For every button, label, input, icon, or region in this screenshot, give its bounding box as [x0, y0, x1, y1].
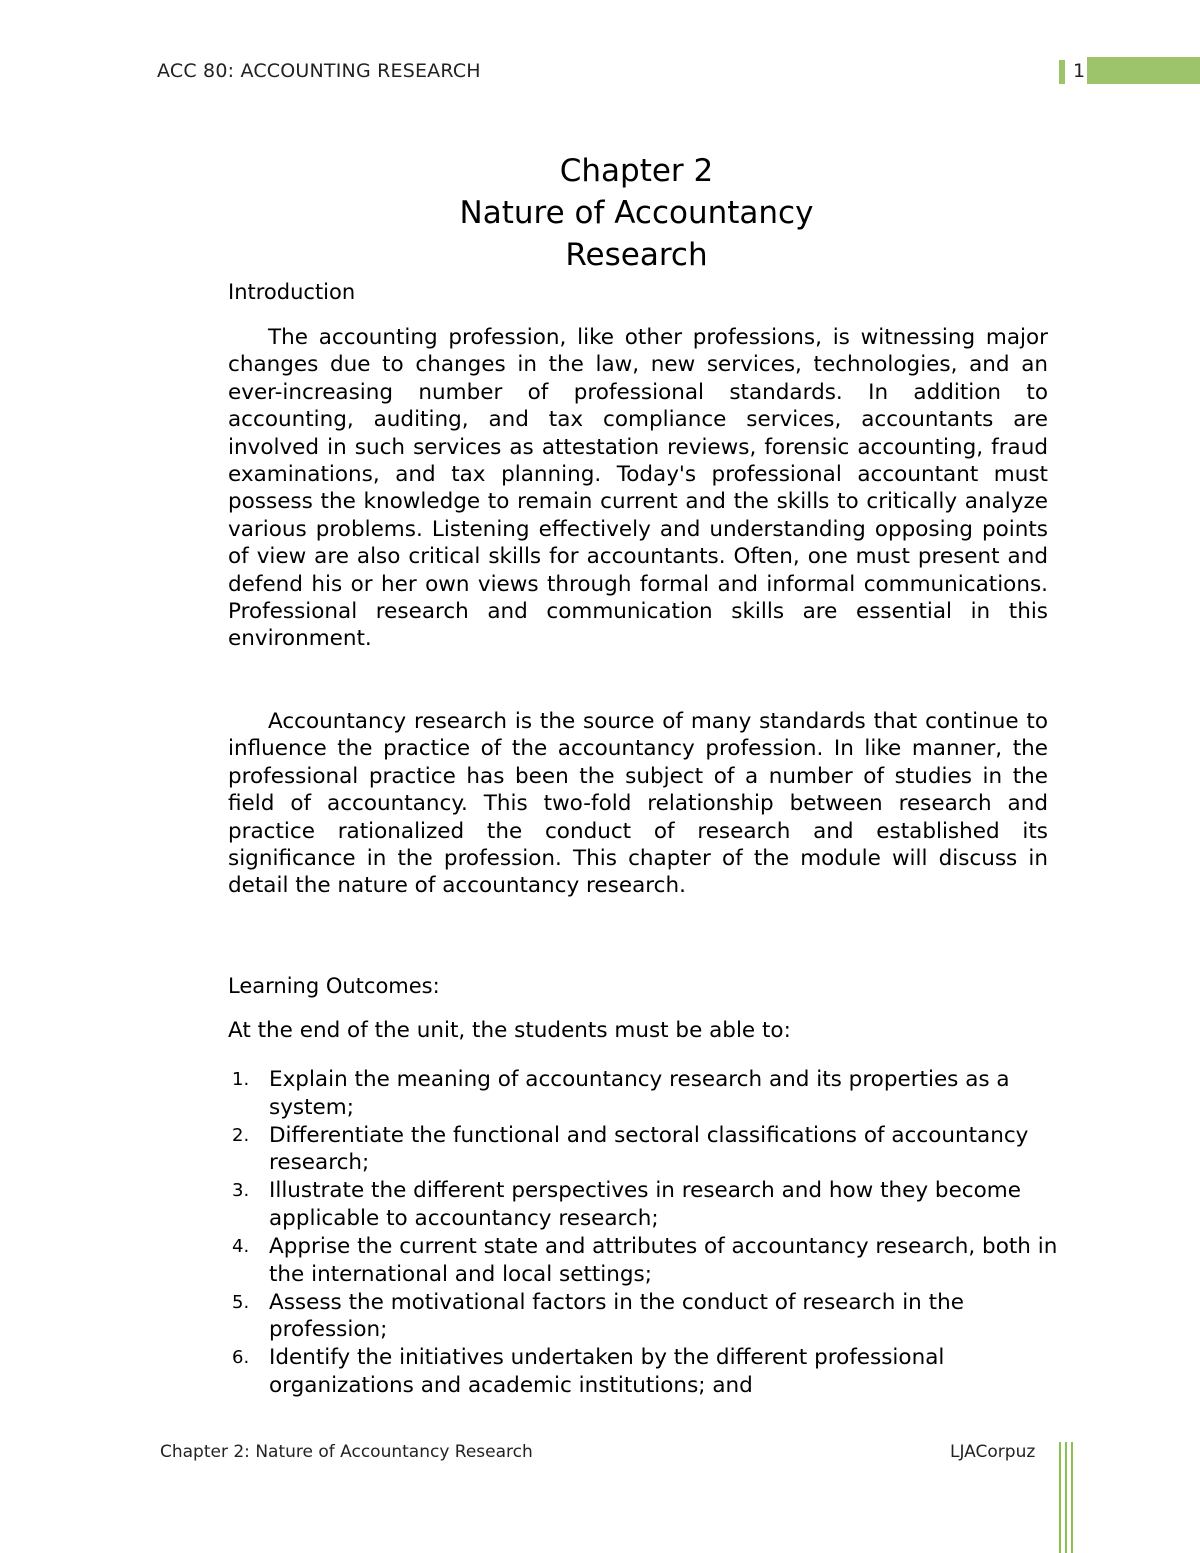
- footer-rule-line: [1071, 1442, 1073, 1553]
- introduction-paragraph-2: Accountancy research is the source of many standards that continue to influence the practice of the accountancy profession. In like manner, the professional practice has been the subject of a number of studies in the field of accountancy. This two-fold relationship between research and practice rationalized the conduct of research and established its significance in the profession. This chapter of the module will discuss in detail the nature of accountancy research.: [228, 709, 1048, 899]
- chapter-title-line-2: Nature of Accountancy: [459, 195, 814, 231]
- header-accent-block: [1059, 60, 1065, 84]
- list-item-text: Differentiate the functional and sectoral classifications of accountancy research;: [269, 1122, 1029, 1176]
- footer-chapter-label: Chapter 2: Nature of Accountancy Research: [160, 1442, 533, 1462]
- list-item-number: 6.: [232, 1347, 250, 1369]
- list-item-number: 4.: [232, 1236, 250, 1258]
- chapter-title-line-1: Chapter 2: [559, 153, 714, 189]
- introduction-paragraph-1: The accounting profession, like other professions, is witnessing major changes due to changes in the law, new services, technologies, and an ever-increasing number of professional standards. In addition to accounting, auditing, and tax compliance services, accountants are involved in such services as attestation reviews, forensic accounting, fraud examinations, and tax planning. Today's professional accountant must possess the knowledge to remain current and the skills to critically analyze various problems. Listening effectively and understanding opposing points of view are also critical skills for accountants. Often, one must present and defend his or her own views through formal and informal communications. Professional research and communication skills are essential in this environment.: [228, 325, 1048, 652]
- list-item-text: Explain the meaning of accountancy research and its properties as a system;: [269, 1067, 1010, 1120]
- list-item-text: Assess the motivational factors in the conduct of research in the profession;: [269, 1289, 964, 1343]
- list-item: [228, 1289, 1068, 1344]
- introduction-heading: Introduction: [228, 280, 356, 304]
- learning-outcomes-heading: Learning Outcomes:: [228, 974, 440, 998]
- footer-author: LJACorpuz: [950, 1442, 1036, 1462]
- list-item-number: 5.: [232, 1291, 250, 1313]
- footer-rule-line: [1059, 1442, 1061, 1553]
- list-item-number: 3.: [232, 1180, 250, 1202]
- list-item: [228, 1233, 1068, 1288]
- header-accent-bar: [1087, 57, 1200, 84]
- list-item-text: Apprise the current state and attributes of accountancy research, both in the international and local settings;: [269, 1234, 1058, 1287]
- list-item-number: 1.: [232, 1069, 250, 1090]
- header-title: ACC 80: ACCOUNTING RESEARCH: [157, 60, 481, 82]
- list-item-text: Illustrate the different perspectives in research and how they become applicable to accountancy research;: [269, 1178, 1021, 1231]
- chapter-title-line-3: Research: [565, 237, 708, 273]
- learning-outcomes-list: [228, 1066, 1068, 1400]
- list-item-number: 2.: [232, 1124, 250, 1146]
- list-item: [228, 1066, 1068, 1121]
- list-item: [228, 1122, 1068, 1177]
- page-number: 1: [1073, 60, 1086, 82]
- list-item-text: Identify the initiatives undertaken by the different professional organizations and academic institutions; and: [269, 1345, 945, 1399]
- list-item: [228, 1344, 1068, 1399]
- list-item: [228, 1177, 1068, 1232]
- learning-outcomes-lead: At the end of the unit, the students must be able to:: [228, 1018, 791, 1043]
- footer-rule-line: [1065, 1442, 1067, 1553]
- chapter-title: [0, 150, 1200, 276]
